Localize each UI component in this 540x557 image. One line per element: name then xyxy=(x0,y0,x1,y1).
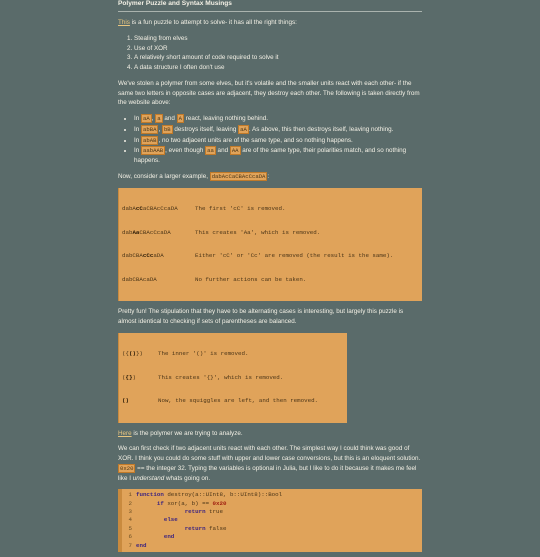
code-row: dabCBAcCcaDA Either 'cC' or 'Cc' are removed (the result is the same). xyxy=(122,252,394,260)
code-line: 3 return true xyxy=(128,508,223,516)
code-row: ({()}) The inner '()' is removed. xyxy=(122,350,249,358)
code-row: dabAcCaCBAcCcaDA The first 'cC' is removed. xyxy=(122,205,286,213)
examples-list xyxy=(118,114,422,166)
list-item: 3. A relatively short amount of code required to solve it xyxy=(134,53,422,63)
list-item: • In abBA , bB destroys itself, leaving aA . As above, this then destroys itself, leaving nothing. xyxy=(134,125,422,135)
code-row: ({}) This creates '{}', which is removed. xyxy=(122,373,284,381)
list-item: • In abAB , no two adjacent units are of the same type, and so nothing happens. xyxy=(134,136,422,146)
code-row: dabAaCBAcCcaDA This creates 'Aa', which is removed. xyxy=(122,228,321,236)
code-line: 2 if xor(a, b) == 0x20 xyxy=(128,499,227,507)
code-line: 6 end xyxy=(128,533,175,541)
reasons-list xyxy=(118,34,422,73)
puzzle-link[interactable]: This xyxy=(118,19,130,27)
polymer-link[interactable]: Here xyxy=(118,429,132,437)
code-row: () Now, the squiggles are left, and then removed. xyxy=(122,397,319,405)
xor-paragraph: We can first check if two adjacent units react with each other. The simplest way I could think was good of XOR. I think you could do some stuff with upper and lower case conversions, but this is an eloquent solution. 0x20 == the integer 32. Typing the variables is optional in Julia, but I like to do it because it makes me feel like I understand whats going on. xyxy=(118,445,421,482)
stipulation-paragraph: Pretty fun! The stipulation that they have to be alternating cases is interesting, but largely this puzzle is almost identical to checking if sets of parentheses are balanced. xyxy=(118,308,404,325)
larger-example-paragraph: Now, consider a larger example, dabAcCaCBAcCcaDA : xyxy=(118,172,270,180)
code-line: 4 else xyxy=(128,516,178,524)
code-line: 7 end xyxy=(128,541,147,549)
list-item: • In aabAAB , even though aa and AA are of the same type, their polarities match, and so nothing happens. xyxy=(134,146,422,166)
destroy-function-code xyxy=(118,489,422,552)
intro-paragraph: This is a fun puzzle to attempt to solve- it has all the right things: xyxy=(118,19,297,27)
list-item: • In aA , a and A react, leaving nothing behind. xyxy=(134,114,422,124)
list-item: 2. Use of XOR xyxy=(134,44,422,54)
list-item: 4. A data structure I often don't use xyxy=(134,63,422,73)
page-title: Polymer Puzzle and Syntax Musings xyxy=(118,0,422,12)
polymer-paragraph: We've stolen a polymer from some elves, but it's volatile and the smaller units react with each other- if the same two letters in opposite cases are adjacent, they destroy each other. The following is taken directly from the website above: xyxy=(118,79,420,107)
code-line: 1 function destroy(a::UInt8, b::UInt8)::Bool xyxy=(128,491,283,499)
input-paragraph: Here is the polymer we are trying to analyze. xyxy=(118,429,243,437)
parentheses-code-block xyxy=(118,333,347,423)
list-item: 1. Stealing from elves xyxy=(134,34,422,44)
code-row: dabCBAcaDA No further actions can be taken. xyxy=(122,275,307,283)
code-line: 5 return false xyxy=(128,524,227,532)
article xyxy=(118,0,422,557)
reaction-code-block xyxy=(118,188,422,301)
